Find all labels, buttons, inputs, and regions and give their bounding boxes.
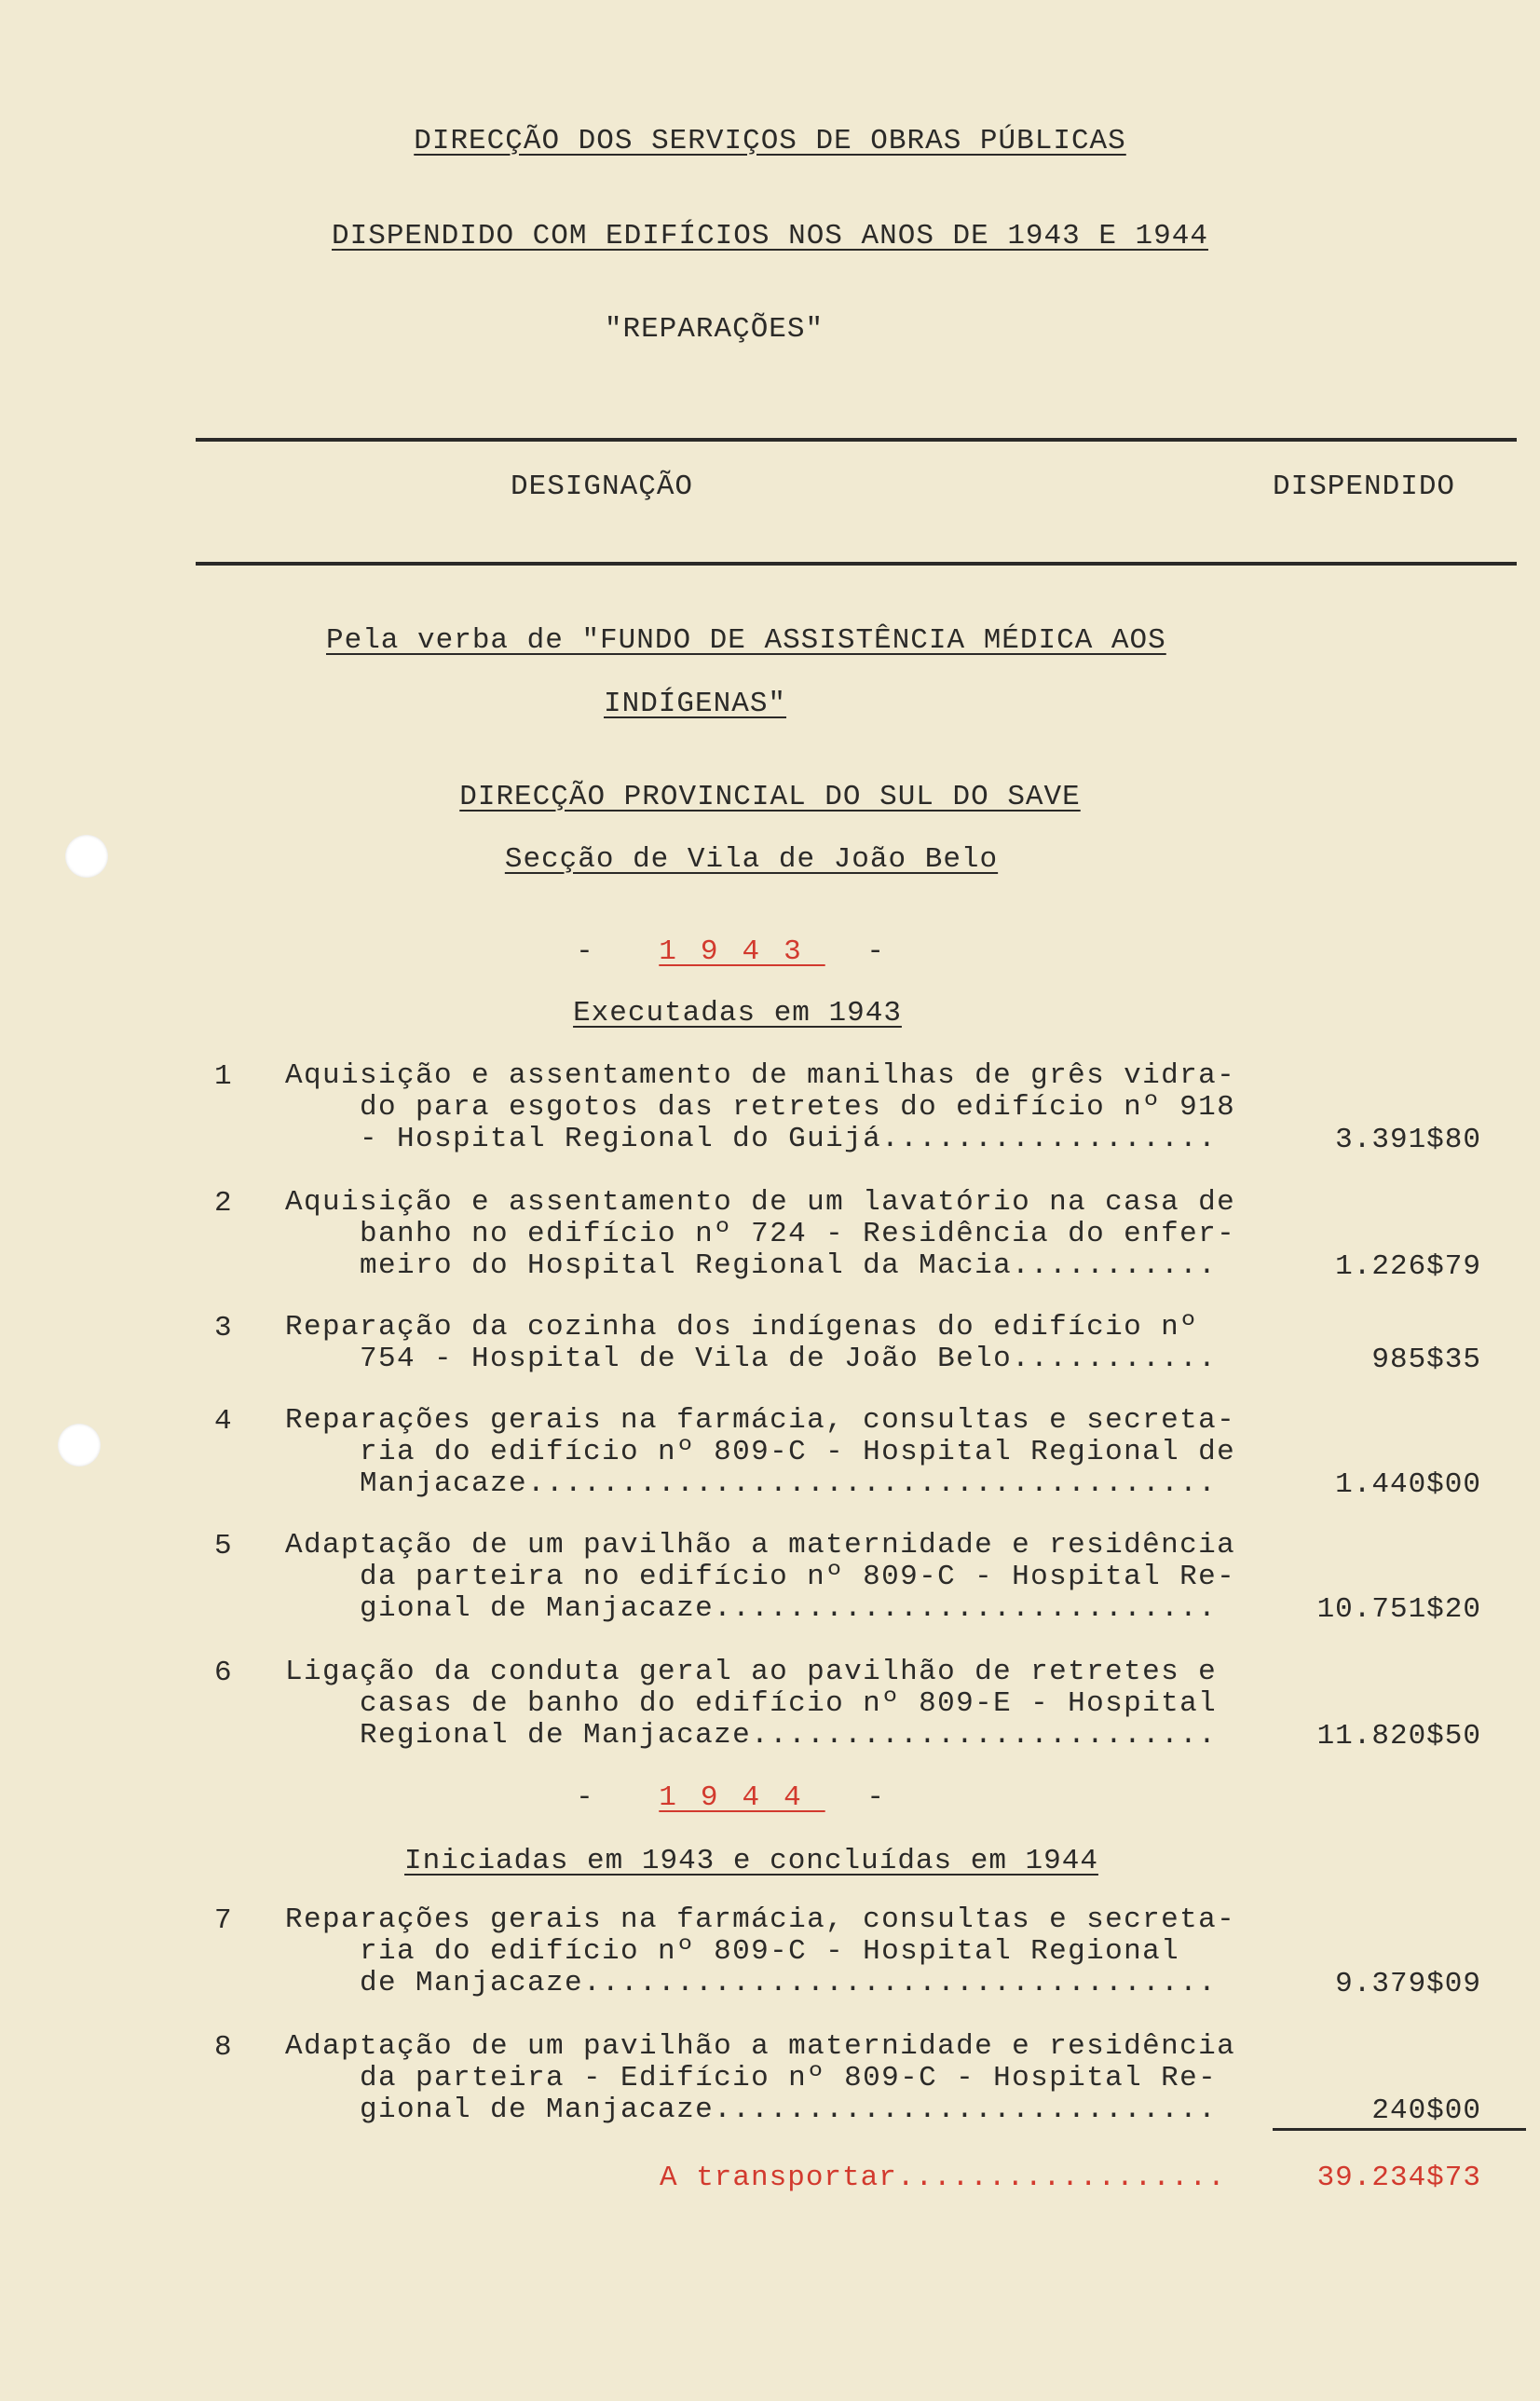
- item-description: Adaptação de um pavilhão a maternidade e residência da parteira - Edifício nº 809-C - Hospital Re- gional de Manjacaze...........................: [285, 2030, 1236, 2126]
- item-number: 8: [214, 2031, 232, 2064]
- year-1944: 1944: [659, 1781, 825, 1814]
- item-amount: 985$35: [1371, 1344, 1481, 1376]
- column-header-designation: DESIGNAÇÃO: [511, 471, 694, 503]
- section-title: "REPARAÇÕES": [604, 313, 825, 346]
- item-description: Reparação da cozinha dos indígenas do edifício nº 754 - Hospital de Vila de João Belo...........: [285, 1311, 1218, 1375]
- department-section: Secção de Vila de João Belo: [504, 843, 999, 876]
- table-header-bottom-rule: [196, 562, 1517, 566]
- total-label: A transportar..................: [660, 2162, 1226, 2194]
- item-number: 7: [214, 1904, 232, 1937]
- year-dash-right: -: [866, 935, 908, 968]
- item-amount: 10.751$20: [1316, 1593, 1481, 1626]
- item-description: Ligação da conduta geral ao pavilhão de retretes e casas de banho do edifício nº 809-E - Hospital Regional de Manjacaze.........................: [285, 1656, 1218, 1752]
- item-amount: 240$00: [1371, 2094, 1481, 2127]
- total-amount: 39.234$73: [1316, 2162, 1481, 2194]
- year-marker-1944: [0, 1781, 1512, 1814]
- year-dash-left: -: [576, 935, 618, 968]
- item-number: 1: [214, 1060, 232, 1093]
- item-amount: 11.820$50: [1316, 1720, 1481, 1753]
- item-amount: 1.440$00: [1335, 1468, 1481, 1501]
- item-amount: 3.391$80: [1335, 1124, 1481, 1156]
- department-name: DIRECÇÃO PROVINCIAL DO SUL DO SAVE: [459, 781, 1081, 813]
- item-description: Reparações gerais na farmácia, consultas e secreta- ria do edifício nº 809-C - Hospital Regional de Manjacaze..................................: [285, 1903, 1236, 1999]
- funding-line-2: INDÍGENAS": [604, 688, 787, 720]
- item-amount: 1.226$79: [1335, 1250, 1481, 1283]
- column-header-spent: DISPENDIDO: [1273, 471, 1456, 503]
- funding-line-1: Pela verba de "FUNDO DE ASSISTÊNCIA MÉDICA AOS: [326, 624, 1166, 657]
- document-subtitle: DISPENDIDO COM EDIFÍCIOS NOS ANOS DE 1943 E 1944: [332, 220, 1208, 252]
- item-description: Aquisição e assentamento de manilhas de grês vidra- do para esgotos das retretes do edifício nº 918 - Hospital Regional do Guijá..................: [285, 1059, 1236, 1155]
- punch-hole-bottom: [58, 1424, 101, 1467]
- year-1943: 1943: [659, 935, 825, 968]
- item-number: 4: [214, 1405, 232, 1438]
- item-description: Aquisição e assentamento de um lavatório na casa de banho no edifício nº 724 - Residência do enfer- meiro do Hospital Regional da Macia...........: [285, 1186, 1236, 1282]
- year-marker-1943: [0, 935, 1512, 968]
- year-dash-left: -: [576, 1781, 618, 1814]
- item-number: 5: [214, 1530, 232, 1562]
- item-description: Reparações gerais na farmácia, consultas e secreta- ria do edifício nº 809-C - Hospital Regional de Manjacaze.....................................: [285, 1404, 1236, 1500]
- item-description: Adaptação de um pavilhão a maternidade e residência da parteira no edifício nº 809-C - Hospital Re- gional de Manjacaze...........................: [285, 1529, 1236, 1625]
- document-title: DIRECÇÃO DOS SERVIÇOS DE OBRAS PÚBLICAS: [414, 125, 1126, 157]
- heading-executed-1943: Executadas em 1943: [573, 997, 902, 1030]
- heading-started-1943-finished-1944: Iniciadas em 1943 e concluídas em 1944: [404, 1845, 1098, 1877]
- item-number: 6: [214, 1657, 232, 1689]
- item-amount: 9.379$09: [1335, 1968, 1481, 2000]
- table-header-top-rule: [196, 438, 1517, 442]
- item-number: 2: [214, 1187, 232, 1220]
- sum-rule: [1273, 2128, 1526, 2131]
- year-dash-right: -: [866, 1781, 908, 1814]
- item-number: 3: [214, 1312, 232, 1344]
